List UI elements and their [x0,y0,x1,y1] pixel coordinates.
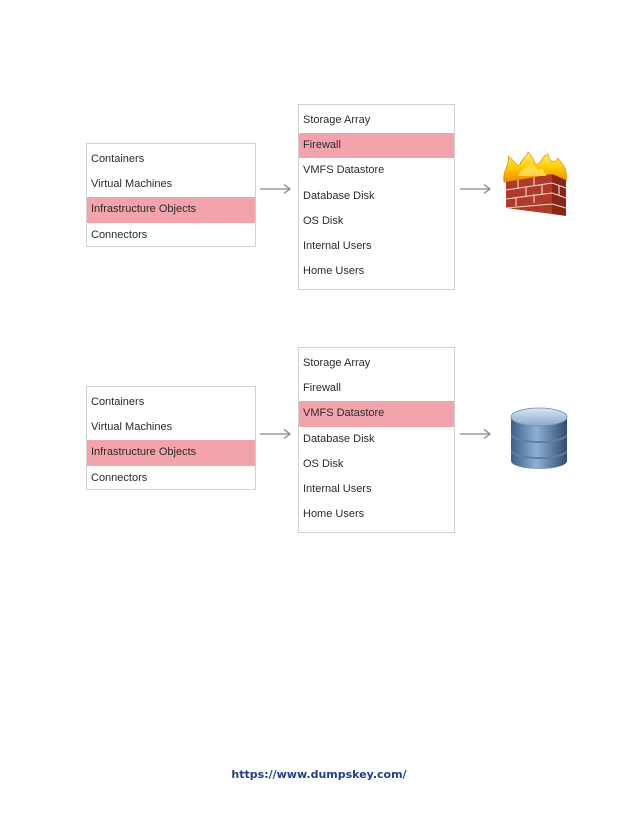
menu-item-firewall[interactable]: Firewall [303,382,341,395]
menu-item-storage-array[interactable]: Storage Array [303,114,371,126]
menu-item-vmfs-datastore[interactable]: VMFS Datastore [303,164,385,177]
source-menu-2 [86,386,256,490]
menu-item-infrastructure-objects[interactable]: Infrastructure Objects [87,440,255,465]
menu-item-infrastructure-objects[interactable]: Infrastructure Objects [87,197,255,222]
menu-item-containers[interactable]: Containers [91,396,145,408]
arrow-right-icon [460,428,494,440]
menu-item-home-users[interactable]: Home Users [303,265,365,278]
arrow-right-icon [260,428,294,440]
menu-item-vmfs-datastore[interactable]: VMFS Datastore [299,401,454,426]
target-menu-1 [298,104,455,290]
target-menu-2 [298,347,455,533]
menu-item-os-disk[interactable]: OS Disk [303,214,344,227]
source-menu-1 [86,143,256,247]
arrow-right-icon [260,183,294,195]
menu-item-firewall[interactable]: Firewall [299,133,454,158]
menu-item-home-users[interactable]: Home Users [303,508,365,521]
menu-item-internal-users[interactable]: Internal Users [303,482,372,495]
menu-item-storage-array[interactable]: Storage Array [303,357,371,369]
firewall-icon [498,152,574,224]
menu-item-database-disk[interactable]: Database Disk [303,189,375,202]
menu-item-containers[interactable]: Containers [91,153,145,165]
menu-item-connectors[interactable]: Connectors [91,228,148,241]
menu-item-connectors[interactable]: Connectors [91,471,148,484]
arrow-right-icon [460,183,494,195]
menu-item-os-disk[interactable]: OS Disk [303,457,344,470]
menu-item-database-disk[interactable]: Database Disk [303,432,375,445]
footer-link[interactable]: https://www.dumpskey.com/ [231,768,407,781]
database-icon [506,401,572,471]
menu-item-internal-users[interactable]: Internal Users [303,239,372,252]
menu-item-virtual-machines[interactable]: Virtual Machines [91,421,173,434]
menu-item-virtual-machines[interactable]: Virtual Machines [91,178,173,191]
